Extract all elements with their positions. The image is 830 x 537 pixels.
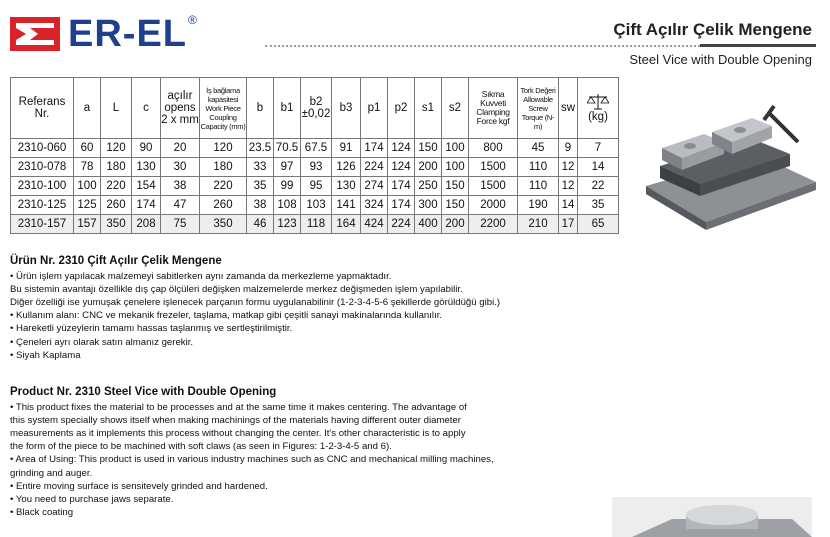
table-cell: 220 xyxy=(101,177,132,196)
table-cell: 350 xyxy=(101,215,132,234)
table-row xyxy=(11,139,619,158)
tr-line: • Kullanım alanı: CNC ve mekanik frezeler, taşlama, matkap gibi çeşitli sanayi makinalarında kullanılır. xyxy=(10,310,443,322)
tr-line: • Ürün işlem yapılacak malzemeyi sabitlerken aynı zamanda da merkezleme yapmaktadır. xyxy=(10,271,392,283)
table-cell: 95 xyxy=(301,177,332,196)
table-cell: 46 xyxy=(247,215,274,234)
tr-line: • Çeneleri ayrı olarak satın almanız gerekir. xyxy=(10,336,194,348)
spec-table-body xyxy=(11,139,619,234)
table-cell: 125 xyxy=(74,196,101,215)
table-cell: 157 xyxy=(74,215,101,234)
en-line: grinding and auger. xyxy=(10,467,93,479)
kg-label: (kg) xyxy=(588,111,608,123)
col-header-p1: p1 xyxy=(361,78,388,139)
table-cell: 35 xyxy=(247,177,274,196)
table-cell: 35 xyxy=(578,196,619,215)
table-cell: 141 xyxy=(332,196,361,215)
table-cell: 164 xyxy=(332,215,361,234)
en-line: • Black coating xyxy=(10,506,74,518)
table-cell: 100 xyxy=(442,139,469,158)
table-cell: 124 xyxy=(388,139,415,158)
col-header-force xyxy=(469,78,518,139)
table-cell: 154 xyxy=(132,177,161,196)
col-header-capacity xyxy=(200,78,247,139)
force-header-text: Sıkma Kuvveti Clamping Force kgf xyxy=(476,89,510,126)
table-cell: 250 xyxy=(415,177,442,196)
col-header-torque xyxy=(518,78,559,139)
table-cell: 150 xyxy=(442,177,469,196)
table-cell: 224 xyxy=(388,215,415,234)
tr-line: • Siyah Kaplama xyxy=(10,349,81,361)
table-cell: 100 xyxy=(74,177,101,196)
col-header-s2: s2 xyxy=(442,78,469,139)
table-cell: 103 xyxy=(301,196,332,215)
table-cell: 93 xyxy=(301,158,332,177)
table-cell: 30 xyxy=(161,158,200,177)
balance-scale-icon xyxy=(587,93,609,111)
table-cell: 33 xyxy=(247,158,274,177)
table-row xyxy=(11,215,619,234)
table-cell: 120 xyxy=(200,139,247,158)
table-cell: 424 xyxy=(361,215,388,234)
table-cell: 120 xyxy=(101,139,132,158)
table-cell-ref: 2310-060 xyxy=(11,139,74,158)
logo-mark-icon xyxy=(10,17,60,51)
col-header-b: b xyxy=(247,78,274,139)
page-title-tr: Çift Açılır Çelik Mengene xyxy=(613,20,812,39)
en-section-title: Product Nr. 2310 Steel Vice with Double Opening xyxy=(10,386,277,398)
table-cell-ref: 2310-100 xyxy=(11,177,74,196)
table-cell: 2200 xyxy=(469,215,518,234)
table-cell: 38 xyxy=(161,177,200,196)
product-photo-jaw xyxy=(612,497,812,537)
en-line: measurements as it implements this process without changing the center. It's other characteristic is to apply xyxy=(10,428,466,440)
table-cell: 75 xyxy=(161,215,200,234)
registered-mark: ® xyxy=(188,13,197,27)
table-cell: 78 xyxy=(74,158,101,177)
table-cell: 99 xyxy=(274,177,301,196)
en-line: • Entire moving surface is sensitevely grinded and hardened. xyxy=(10,480,268,492)
col-header-b3: b3 xyxy=(332,78,361,139)
tr-line: • Hareketli yüzeylerin tamamı hassas taşlanmış ve sertleştirilmiştir. xyxy=(10,323,293,335)
col-header-kg xyxy=(578,78,619,139)
table-cell: 60 xyxy=(74,139,101,158)
table-cell: 200 xyxy=(442,215,469,234)
table-cell: 100 xyxy=(442,158,469,177)
table-header-row xyxy=(11,78,619,139)
table-cell: 12 xyxy=(559,158,578,177)
table-cell-ref: 2310-078 xyxy=(11,158,74,177)
table-cell: 180 xyxy=(101,158,132,177)
logo-text: ER-EL xyxy=(68,13,187,55)
table-cell: 126 xyxy=(332,158,361,177)
table-cell: 180 xyxy=(200,158,247,177)
table-cell: 260 xyxy=(200,196,247,215)
table-cell: 47 xyxy=(161,196,200,215)
en-line: • This product fixes the material to be processes and at the same time it makes centering. The advantage of xyxy=(10,402,467,414)
table-cell: 23.5 xyxy=(247,139,274,158)
en-line: • Area of Using: This product is used in various industry machines such as CNC and mechanical milling machines, xyxy=(10,454,494,466)
torque-header-text: Tork Değeri Allowable Screw Torque (N-m) xyxy=(520,85,556,131)
table-cell: 174 xyxy=(388,196,415,215)
table-cell: 130 xyxy=(132,158,161,177)
col-header-ref: Referans Nr. xyxy=(11,78,74,139)
table-cell: 110 xyxy=(518,158,559,177)
table-cell: 224 xyxy=(361,158,388,177)
table-cell-ref: 2310-157 xyxy=(11,215,74,234)
en-line: • You need to purchase jaws separate. xyxy=(10,493,174,505)
table-cell: 174 xyxy=(361,139,388,158)
col-header-p2: p2 xyxy=(388,78,415,139)
table-cell: 45 xyxy=(518,139,559,158)
table-cell: 124 xyxy=(388,158,415,177)
table-row xyxy=(11,196,619,215)
title-divider-bar xyxy=(700,44,816,47)
tr-line: Diğer özelliği ise yumuşak çenelere işlenecek parçanın formu uygulanabilinir (1-2-3-4-5-6 şekillerde görüldüğü gibi.) xyxy=(10,297,501,309)
col-header-a: a xyxy=(74,78,101,139)
table-cell: 2000 xyxy=(469,196,518,215)
table-cell: 220 xyxy=(200,177,247,196)
table-cell: 108 xyxy=(274,196,301,215)
table-cell-ref: 2310-125 xyxy=(11,196,74,215)
table-cell: 20 xyxy=(161,139,200,158)
table-cell: 130 xyxy=(332,177,361,196)
table-cell: 90 xyxy=(132,139,161,158)
tr-section-title: Ürün Nr. 2310 Çift Açılır Çelik Mengene xyxy=(10,255,222,267)
table-cell: 200 xyxy=(415,158,442,177)
table-row xyxy=(11,177,619,196)
table-cell: 7 xyxy=(578,139,619,158)
col-header-sw: sw xyxy=(559,78,578,139)
col-header-s1: s1 xyxy=(415,78,442,139)
table-row xyxy=(11,158,619,177)
table-cell: 65 xyxy=(578,215,619,234)
spec-table xyxy=(10,77,619,234)
table-cell: 91 xyxy=(332,139,361,158)
brand-logo xyxy=(10,14,197,54)
table-cell: 800 xyxy=(469,139,518,158)
table-cell: 9 xyxy=(559,139,578,158)
en-description-section xyxy=(10,386,494,519)
col-header-b2: b2 ±0,02 xyxy=(301,78,332,139)
product-photo-vice xyxy=(640,104,818,232)
table-cell: 118 xyxy=(301,215,332,234)
col-header-L: L xyxy=(101,78,132,139)
table-cell: 14 xyxy=(559,196,578,215)
table-cell: 150 xyxy=(442,196,469,215)
table-cell: 38 xyxy=(247,196,274,215)
table-cell: 97 xyxy=(274,158,301,177)
col-header-c: c xyxy=(132,78,161,139)
table-cell: 67.5 xyxy=(301,139,332,158)
en-line: the form of the piece to be machined with soft claws (as seen in Figures: 1-2-3-4-5 and 6). xyxy=(10,441,392,453)
table-cell: 1500 xyxy=(469,158,518,177)
table-cell: 14 xyxy=(578,158,619,177)
table-cell: 350 xyxy=(200,215,247,234)
en-line: this system specially shows itself when making machinings of the materials having different outer diameter xyxy=(10,415,461,427)
table-cell: 274 xyxy=(361,177,388,196)
col-header-b1: b1 xyxy=(274,78,301,139)
page-title-en: Steel Vice with Double Opening xyxy=(629,52,812,67)
table-cell: 17 xyxy=(559,215,578,234)
table-cell: 110 xyxy=(518,177,559,196)
table-cell: 123 xyxy=(274,215,301,234)
table-cell: 190 xyxy=(518,196,559,215)
table-cell: 174 xyxy=(132,196,161,215)
capacity-header-text: İş bağlama kapasitesi Work Piece Coupling Capacity (mm) xyxy=(200,85,246,131)
table-cell: 70.5 xyxy=(274,139,301,158)
table-cell: 1500 xyxy=(469,177,518,196)
table-cell: 400 xyxy=(415,215,442,234)
tr-description-section xyxy=(10,255,500,362)
tr-line: Bu sistemin avantajı özellikle dış çap ölçüleri değişken malzemelerde merkez değişmeden işlem yapılabilir. xyxy=(10,284,463,296)
table-cell: 260 xyxy=(101,196,132,215)
table-cell: 324 xyxy=(361,196,388,215)
table-cell: 12 xyxy=(559,177,578,196)
table-cell: 22 xyxy=(578,177,619,196)
col-header-opens: açılır opens 2 x mm xyxy=(161,78,200,139)
table-cell: 300 xyxy=(415,196,442,215)
table-cell: 150 xyxy=(415,139,442,158)
table-cell: 208 xyxy=(132,215,161,234)
table-cell: 174 xyxy=(388,177,415,196)
table-cell: 210 xyxy=(518,215,559,234)
